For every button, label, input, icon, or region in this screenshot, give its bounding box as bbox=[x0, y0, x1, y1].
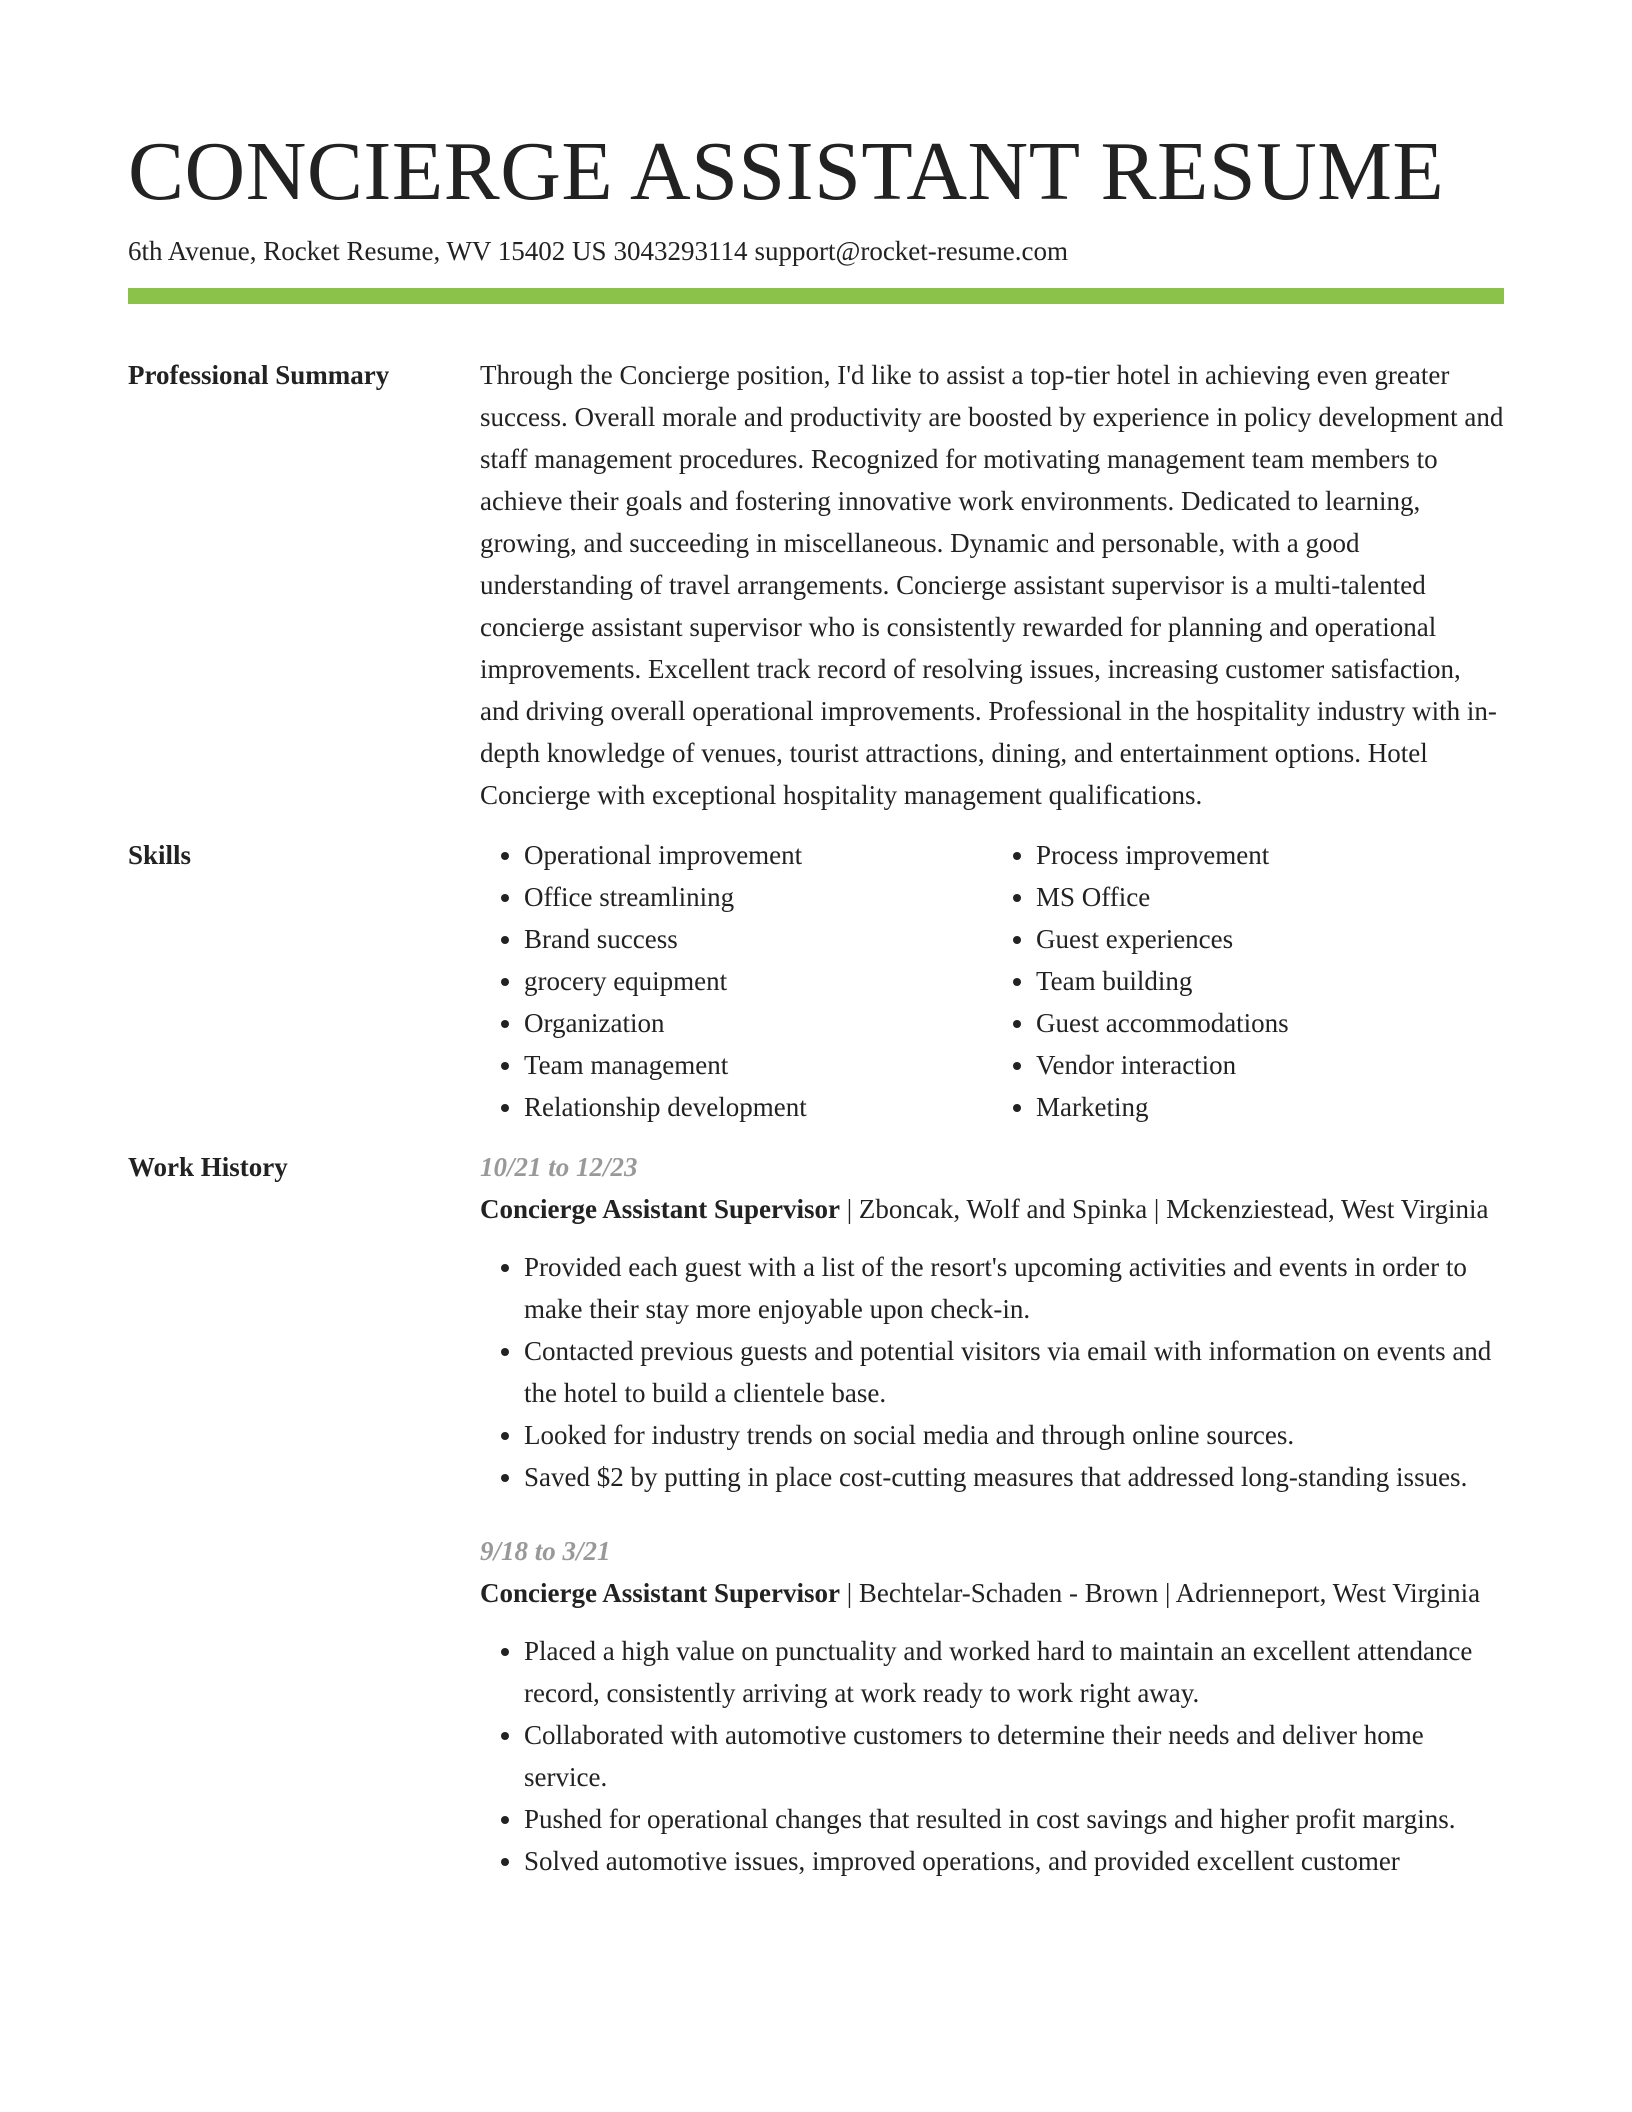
job-details: | Bechtelar-Schaden - Brown | Adrienneport, West Virginia bbox=[840, 1578, 1481, 1608]
work-history-body bbox=[480, 1146, 1504, 1882]
summary-body bbox=[480, 354, 1504, 816]
job-title: Concierge Assistant Supervisor bbox=[480, 1578, 840, 1608]
job-details: | Zboncak, Wolf and Spinka | Mckenziestead, West Virginia bbox=[840, 1194, 1489, 1224]
section-label-summary: Professional Summary bbox=[128, 360, 390, 390]
job-bullet: • Placed a high value on punctuality and worked hard to maintain an excellent attendance record, consistently arriving at work ready to work right away. bbox=[524, 1630, 1504, 1714]
job-header bbox=[480, 1188, 1504, 1230]
summary-text: Through the Concierge position, I'd like to assist a top-tier hotel in achieving even greater success. Overall morale and productivity are boosted by experience in policy development and staff management procedures. Recognized for motivating management team members to achieve their goals and fostering innovative work environments. Dedicated to learning, growing, and succeeding in miscellaneous. Dynamic and personable, with a good understanding of travel arrangements. Concierge assistant supervisor is a multi-talented concierge assistant supervisor who is consistently rewarded for planning and operational improvements. Excellent track record of resolving issues, increasing customer satisfaction, and driving overall operational improvements. Professional in the hospitality industry with in-depth knowledge of venues, tourist attractions, dining, and entertainment options. Hotel Concierge with exceptional hospitality management qualifications. bbox=[480, 360, 1504, 810]
contact-line bbox=[128, 234, 1504, 268]
job-bullet: • Provided each guest with a list of the resort's upcoming activities and events in order to make their stay more enjoyable upon check-in. bbox=[524, 1246, 1504, 1330]
skill-item: • Marketing bbox=[1036, 1086, 1504, 1128]
job-title: Concierge Assistant Supervisor bbox=[480, 1194, 840, 1224]
job-bullet: • Pushed for operational changes that resulted in cost savings and higher profit margins. bbox=[524, 1798, 1504, 1840]
job-dates: 9/18 to 3/21 bbox=[480, 1536, 611, 1566]
skill-item: • Relationship development bbox=[524, 1086, 992, 1128]
job-header bbox=[480, 1572, 1504, 1614]
job-bullet-list bbox=[480, 1246, 1504, 1498]
job-bullet: • Solved automotive issues, improved operations, and provided excellent customer bbox=[524, 1840, 1504, 1882]
skills-columns bbox=[480, 834, 1504, 1128]
skill-item: • Guest experiences bbox=[1036, 918, 1504, 960]
job-bullet-list bbox=[480, 1630, 1504, 1882]
job-bullet: • Saved $2 by putting in place cost-cutting measures that addressed long-standing issues. bbox=[524, 1456, 1504, 1498]
job-bullet: • Contacted previous guests and potential visitors via email with information on events and the hotel to build a clientele base. bbox=[524, 1330, 1504, 1414]
job-bullet: • Collaborated with automotive customers to determine their needs and deliver home service. bbox=[524, 1714, 1504, 1798]
section-label-work-history: Work History bbox=[128, 1152, 288, 1182]
skill-item: • Organization bbox=[524, 1002, 992, 1044]
skill-item: • Office streamlining bbox=[524, 876, 992, 918]
job-dates: 10/21 to 12/23 bbox=[480, 1152, 638, 1182]
job-bullet: • Looked for industry trends on social media and through online sources. bbox=[524, 1414, 1504, 1456]
skill-item: • MS Office bbox=[1036, 876, 1504, 918]
contact-phone: 3043293114 bbox=[613, 236, 748, 266]
skills-section bbox=[128, 834, 1504, 1128]
contact-email: support@rocket-resume.com bbox=[754, 236, 1068, 266]
skill-item: • Guest accommodations bbox=[1036, 1002, 1504, 1044]
skills-list-right bbox=[992, 834, 1504, 1128]
skill-item: • Team management bbox=[524, 1044, 992, 1086]
skill-item: • Vendor interaction bbox=[1036, 1044, 1504, 1086]
job-entry bbox=[480, 1530, 1504, 1882]
professional-summary-section bbox=[128, 354, 1504, 816]
job-entry bbox=[480, 1146, 1504, 1498]
resume-title: CONCIERGE ASSISTANT RESUME bbox=[128, 125, 1445, 218]
skill-item: • grocery equipment bbox=[524, 960, 992, 1002]
skill-item: • Brand success bbox=[524, 918, 992, 960]
work-history-section bbox=[128, 1146, 1504, 1882]
section-label-skills: Skills bbox=[128, 840, 192, 870]
skills-list-left bbox=[480, 834, 992, 1128]
skills-body bbox=[480, 834, 1504, 1128]
skill-item: • Operational improvement bbox=[524, 834, 992, 876]
resume-page bbox=[128, 0, 1504, 1882]
contact-address: 6th Avenue, Rocket Resume, WV 15402 US bbox=[128, 236, 607, 266]
header-divider bbox=[128, 288, 1504, 304]
skill-item: • Team building bbox=[1036, 960, 1504, 1002]
skill-item: • Process improvement bbox=[1036, 834, 1504, 876]
